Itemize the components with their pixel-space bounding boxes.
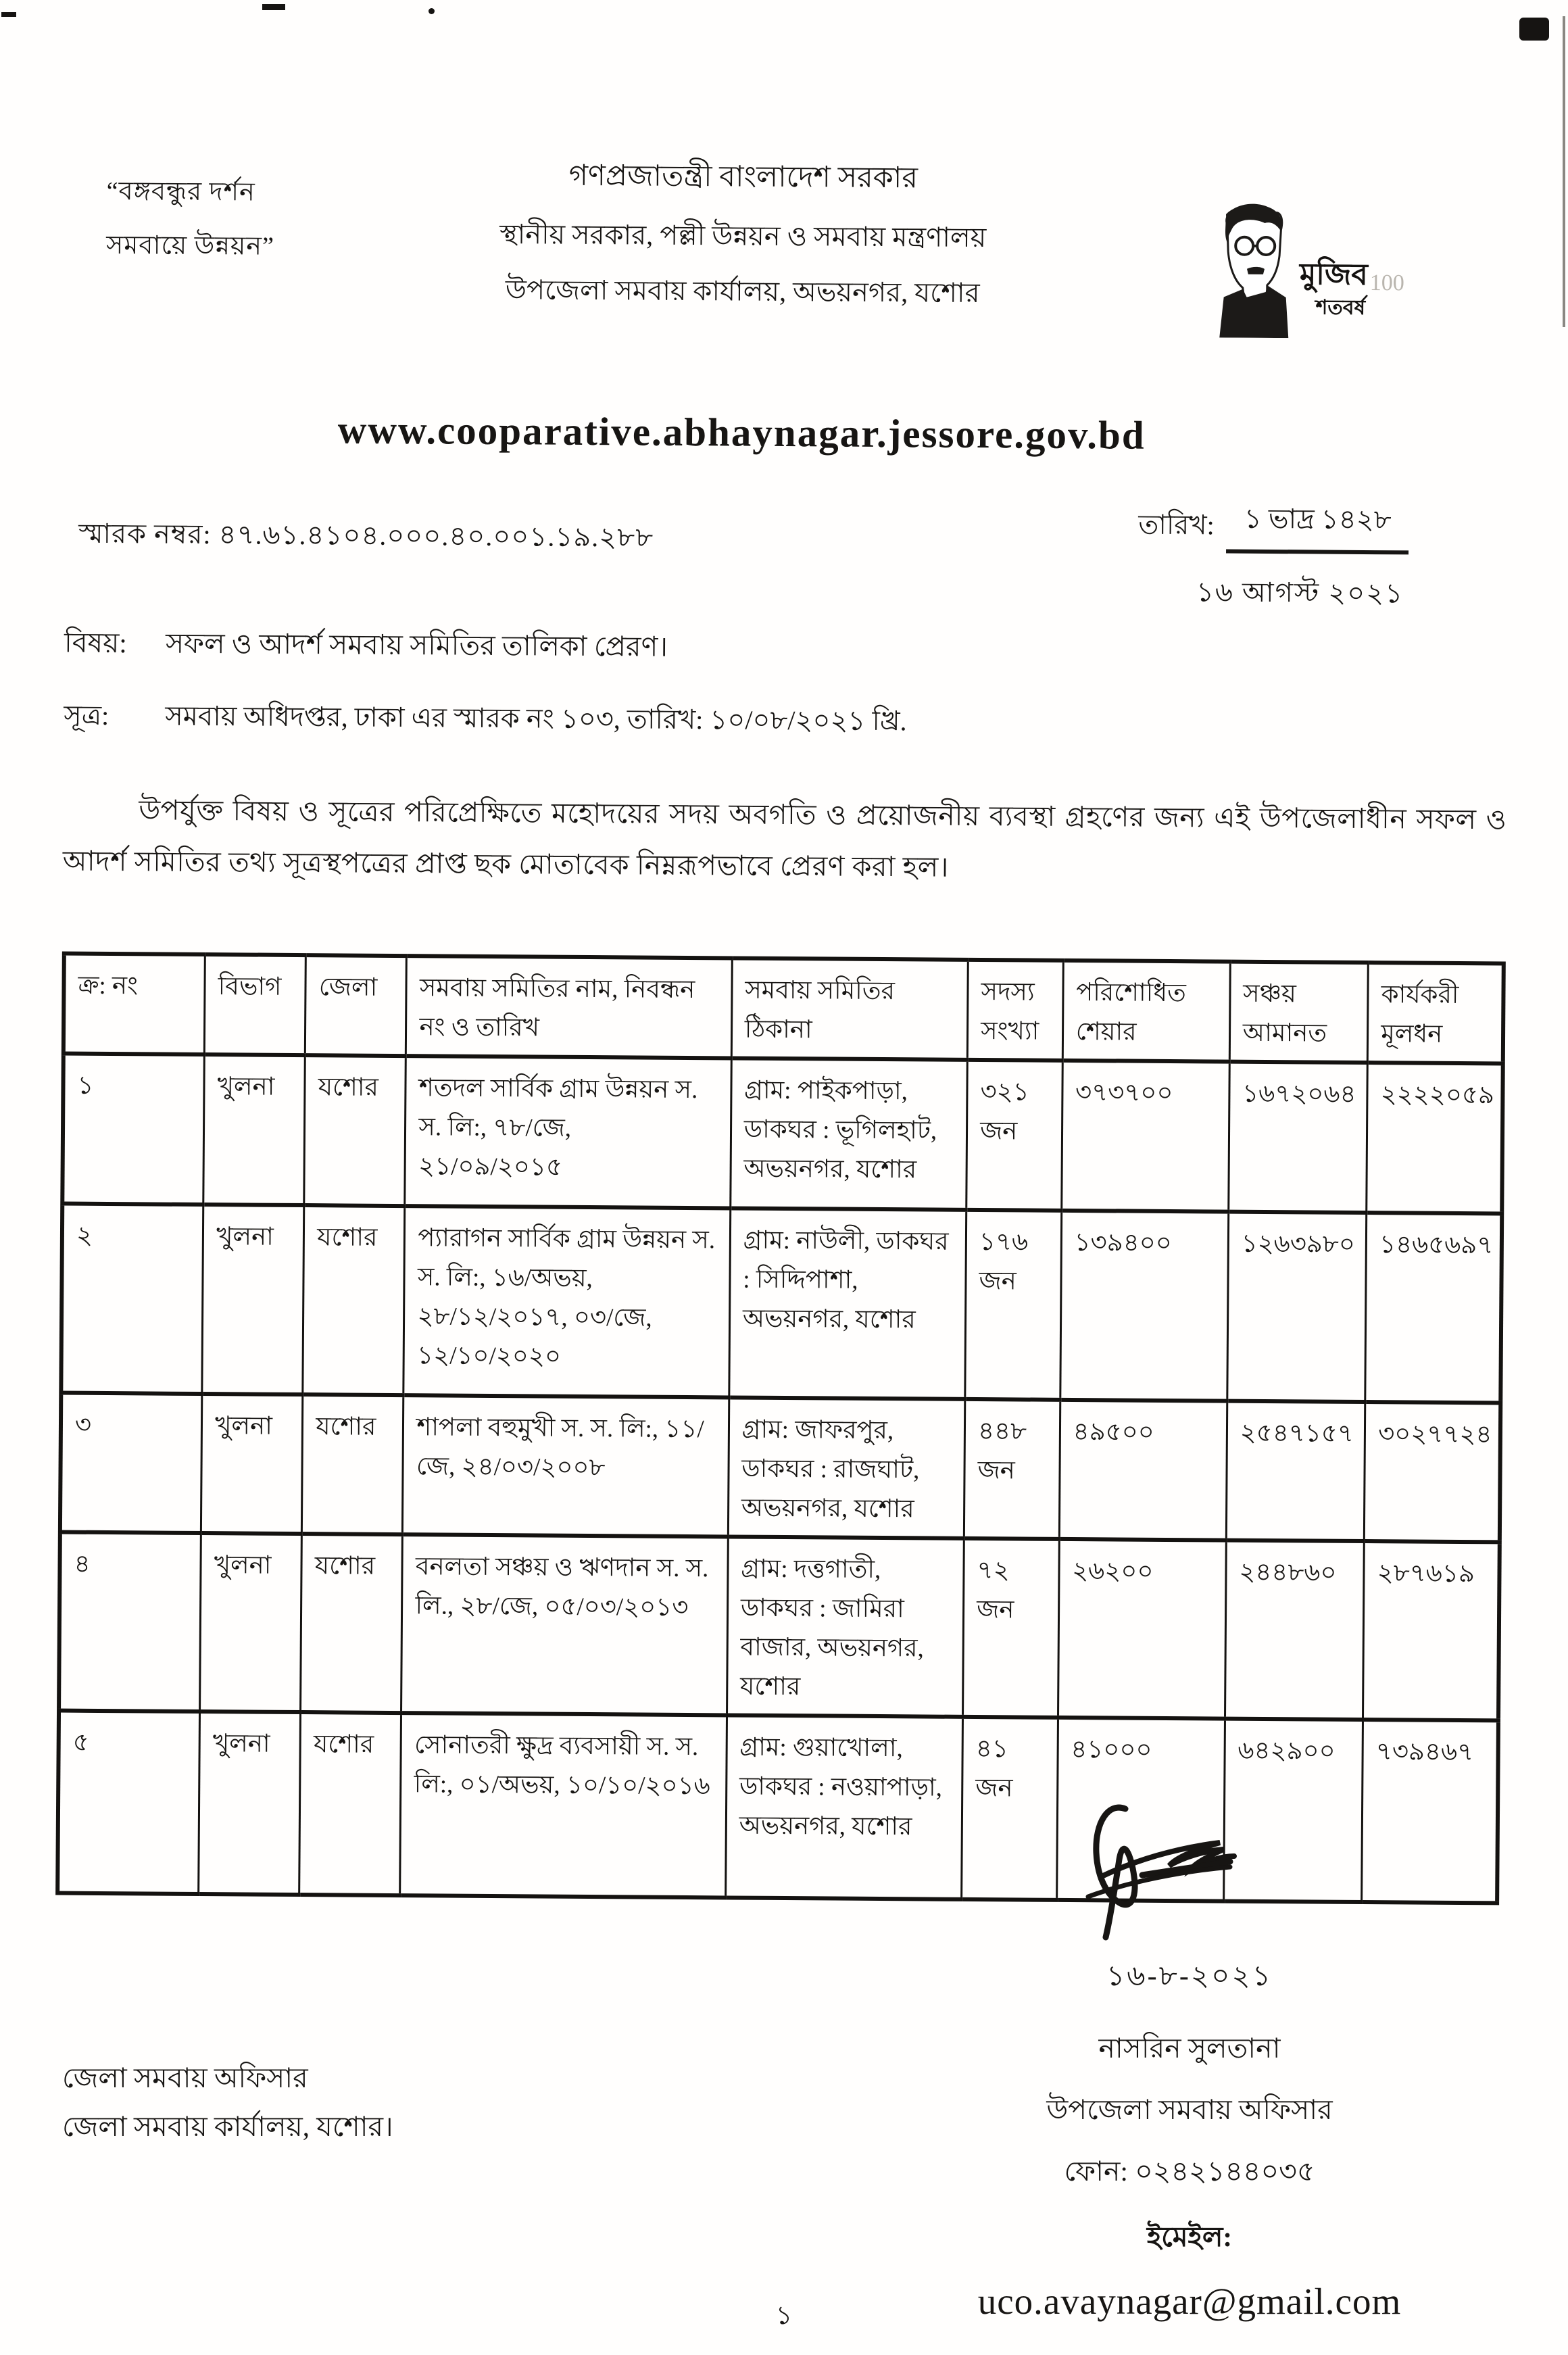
date-label: তারিখ: (1138, 509, 1215, 541)
cell-society-name: প্যারাগন সার্বিক গ্রাম উন্নয়ন স. স. লি:, ১৬/অভয়, ২৮/১২/২০১৭, ০৩/জে, ১২/১০/২০২০ (403, 1206, 730, 1397)
members-count: ৭২ (977, 1557, 1010, 1585)
cell-society-name: বনলতা সঞ্চয় ও ঋণদান স. স. লি., ২৮/জে, ০৫/০৩/২০১৩ (401, 1534, 728, 1715)
cell-serial: ৩ (60, 1393, 202, 1533)
addressee-line2: জেলা সমবায় কার্যালয়, যশোর। (62, 2111, 393, 2142)
table-row (61, 1204, 1502, 1403)
subject-row (64, 622, 1508, 679)
signature-date: ১৬-৮-২০২১ (1106, 1961, 1273, 1992)
col-address: সমবায় সমিতির ঠিকানা (731, 958, 968, 1059)
col-district: জেলা (305, 955, 407, 1056)
table-header-row (64, 954, 1504, 1064)
logo-title-glyph: মুজিব (1299, 258, 1368, 292)
cell-district: যশোর (301, 1534, 403, 1713)
reference-text: সমবায় অধিদপ্তর, ঢাকা এর স্মারক নং ১০৩, তারিখ: ১০/০৮/২০২১ খ্রি. (165, 700, 907, 737)
cell-working-capital: ৩০২৭৭২৪ (1365, 1402, 1501, 1542)
slogan-line1: “বঙ্গবন্ধুর দর্শন (106, 176, 255, 207)
cell-working-capital: ২২২২০৫৯ (1367, 1063, 1503, 1213)
signatory-name: নাসরিন সুলতানা (1098, 2033, 1281, 2064)
addressee-block (62, 2054, 393, 2151)
cell-district: যশোর (302, 1394, 404, 1534)
body-paragraph: উপর্যুক্ত বিষয় ও সূত্রের পরিপ্রেক্ষিতে মহোদয়ের সদয় অবগতি ও প্রয়োজনীয় ব্যবস্থা গ্রহণের জন্য এই উপজেলাধীন সফল ও আদর্শ সমিতির তথ্য সূত্রস্থপত্রের প্রাপ্ত ছক মোতাবেক নিম্নরূপভাবে প্রেরণ করা হল। (62, 794, 1507, 883)
cell-working-capital: ৭৩৯৪৬৭ (1362, 1720, 1498, 1903)
cell-members (965, 1210, 1062, 1400)
table-row (62, 1054, 1502, 1214)
cell-savings: ১২৬৩৯৮০ (1227, 1212, 1367, 1402)
members-count: ৪৪৮ (977, 1417, 1027, 1446)
cell-working-capital: ১৪৬৫৬৯৭ (1365, 1213, 1502, 1403)
letterhead (66, 157, 1511, 391)
cell-members (966, 1060, 1062, 1211)
office-name: উপজেলা সমবায় কার্যালয়, অভয়নগর, যশোর (505, 274, 980, 308)
ministry-name: স্থানীয় সরকার, পল্লী উন্নয়ন ও সমবায় মন্ত্রণালয় (499, 219, 987, 253)
slogan-line2: সমবায়ে উন্নয়ন” (106, 230, 275, 261)
cell-savings: ৬৪২৯০০ (1223, 1719, 1363, 1902)
government-name: গণপ্রজাতন্ত্রী বাংলাদেশ সরকার (568, 160, 918, 195)
col-working-capital: কার্যকরী মূলধন (1368, 963, 1504, 1063)
date-english: ১৬ আগস্ট ২০২১ (1196, 577, 1404, 609)
members-unit: জন (977, 1596, 1014, 1624)
col-savings: সঞ্চয় আমানত (1229, 962, 1368, 1063)
date-block (1137, 497, 1463, 618)
cell-paid-share: ২৬২০০ (1058, 1539, 1226, 1719)
members-unit: জন (975, 1774, 1013, 1803)
reference-label: সূত্র: (64, 700, 109, 731)
members-count: ১৭৬ (979, 1228, 1029, 1257)
members-unit: জন (979, 1267, 1016, 1296)
signatory-designation: উপজেলা সমবায় অফিসার (1046, 2094, 1333, 2125)
col-serial: ক্র: নং (64, 954, 205, 1054)
reference-row (64, 694, 1507, 750)
cell-savings: ২৫৪৭১৫৭ (1226, 1401, 1365, 1541)
col-division: বিভাগ (205, 954, 306, 1055)
email-address: uco.avaynagar@gmail.com (977, 2281, 1402, 2322)
cell-working-capital: ২৮৭৬১৯ (1363, 1541, 1500, 1720)
cell-society-name: শাপলা বহুমুখী স. স. লি:, ১১/জে, ২৪/০৩/২০০৮ (403, 1395, 729, 1536)
cell-serial: ৪ (59, 1532, 201, 1711)
cell-division: খুলনা (201, 1394, 303, 1534)
cell-address: গ্রাম: জাফরপুর, ডাকঘর : রাজঘাট, অভয়নগর, যশোর (728, 1397, 965, 1538)
cell-members (963, 1538, 1059, 1718)
members-unit: জন (980, 1117, 1018, 1146)
cell-members (964, 1399, 1060, 1539)
cell-savings: ১৬৭২০৬৪ (1228, 1062, 1367, 1213)
cell-serial: ২ (61, 1204, 203, 1394)
subject-label: বিষয়: (64, 627, 127, 659)
page-number: ১ (775, 2302, 793, 2330)
cell-paid-share: ১৩৯৪০০ (1060, 1211, 1228, 1401)
cell-paid-share: ৪৯৫০০ (1059, 1400, 1227, 1540)
cell-address: গ্রাম: দত্তগাতী, ডাকঘর : জামিরা বাজার, অভয়নগর, যশোর (727, 1536, 964, 1716)
memo-number: স্মারক নম্বর: ৪৭.৬১.৪১০৪.০০০.৪০.০০১.১৯.২৮৮ (78, 518, 654, 553)
col-society-name: সমবায় সমিতির নাম, নিবন্ধন নং ও তারিখ (406, 956, 732, 1058)
cell-address: গ্রাম: নাউলী, ডাকঘর : সিদ্দিপাশা, অভয়নগর, যশোর (729, 1208, 966, 1399)
cell-district: যশোর (299, 1712, 401, 1895)
cell-serial: ৫ (57, 1711, 200, 1894)
cell-paid-share: ৩৭৩৭০০ (1061, 1061, 1229, 1212)
mujib-100-logo-icon (1199, 202, 1409, 339)
cell-division: খুলনা (200, 1533, 302, 1712)
handwritten-signature-icon (906, 1795, 1473, 1951)
signature-block (906, 1795, 1473, 2323)
societies-table (55, 952, 1506, 1905)
svg-text:100: 100 (1369, 270, 1404, 296)
memo-row (65, 503, 1509, 609)
subject-text: সফল ও আদর্শ সমবায় সমিতির তালিকা প্রেরণ। (165, 627, 668, 662)
signatory-phone: ফোন: ০২৪২১৪৪০৩৫ (1064, 2156, 1315, 2187)
col-members: সদস্য সংখ্যা (967, 960, 1063, 1061)
cell-serial: ১ (62, 1054, 204, 1205)
members-unit: জন (977, 1457, 1015, 1485)
website-url: www.cooparative.abhaynagar.jessore.gov.bd (337, 407, 1146, 458)
table-row (59, 1532, 1500, 1721)
members-count: ৪১ (975, 1735, 1008, 1764)
cell-address: গ্রাম: গুয়াখোলা, ডাকঘর : নওয়াপাড়া, অভয়নগর, যশোর (725, 1715, 962, 1899)
email-label: ইমেইল: (1146, 2221, 1233, 2252)
cell-district: যশোর (303, 1205, 405, 1395)
date-bangla: ১ ভাদ্র ১৪২৮ (1226, 497, 1408, 555)
members-count: ৩২১ (980, 1078, 1029, 1107)
cell-address: গ্রাম: পাইকপাড়া, ডাকঘর : ভূগিলহাট, অভয়নগর, যশোর (731, 1058, 968, 1209)
cell-division: খুলনা (202, 1205, 304, 1394)
cell-district: যশোর (304, 1055, 406, 1206)
col-paid-share: পরিশোধিত শেয়ার (1062, 961, 1230, 1062)
addressee-line1: জেলা সমবায় অফিসার (62, 2062, 308, 2093)
cell-society-name: শতদল সার্বিক গ্রাম উন্নয়ন স. স. লি:, ৭৮/জে, ২১/০৯/২০১৫ (405, 1056, 731, 1208)
cell-paid-share: ৪১০০০ (1056, 1718, 1225, 1901)
logo-subtitle-glyph: শতবর্ষ (1315, 296, 1366, 319)
table-row (60, 1393, 1500, 1543)
cell-division: খুলনা (199, 1711, 301, 1895)
cell-savings: ২৪৪৮৬০ (1225, 1540, 1364, 1720)
cell-society-name: সোনাতরী ক্ষুদ্র ব্যবসায়ী স. স. লি:, ০১/অভয়, ১০/১০/২০১৬ (400, 1713, 727, 1897)
cell-division: খুলনা (203, 1054, 305, 1205)
